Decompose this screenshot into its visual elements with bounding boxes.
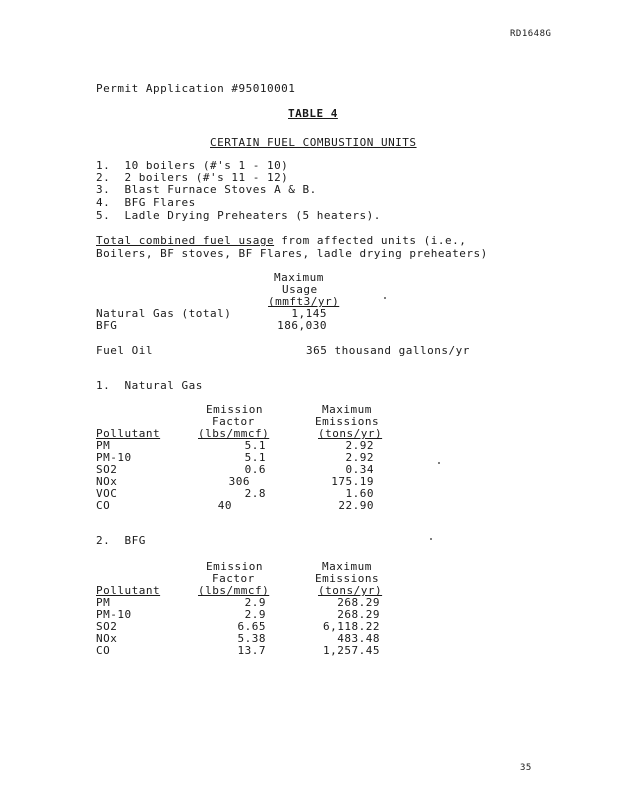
table-row-factor: 2.9 bbox=[244, 596, 266, 609]
usage-intro-line1 bbox=[96, 235, 466, 247]
section2-max-header: Emissions bbox=[315, 572, 380, 585]
section2-heading: 2. BFG bbox=[96, 534, 146, 547]
units-list-item: 5. Ladle Drying Preheaters (5 heaters). bbox=[96, 209, 381, 222]
section2-max-header: (tons/yr) bbox=[318, 584, 383, 597]
fuel-oil-label: Fuel Oil bbox=[96, 344, 153, 357]
table-row-emissions: 483.48 bbox=[337, 632, 380, 645]
units-list-item: 2. 2 boilers (#'s 11 - 12) bbox=[96, 171, 289, 184]
table-row-pollutant: CO bbox=[96, 644, 111, 657]
section1-ef-header: Emission bbox=[206, 403, 263, 416]
table-row-emissions: 6,118.22 bbox=[323, 620, 380, 633]
usage-header-usage: Usage bbox=[282, 283, 318, 296]
table-row-pollutant: PM bbox=[96, 439, 111, 452]
section2-ef-header: Emission bbox=[206, 560, 263, 573]
section1-heading: 1. Natural Gas bbox=[96, 379, 203, 392]
table-row-pollutant: NOx bbox=[96, 632, 118, 645]
units-list-item: 4. BFG Flares bbox=[96, 196, 196, 209]
section1-pollutant-header: Pollutant bbox=[96, 427, 161, 440]
section1-max-header: (tons/yr) bbox=[318, 427, 383, 440]
scan-speck bbox=[384, 297, 386, 299]
usage-header-maximum: Maximum bbox=[274, 271, 324, 284]
permit-heading: Permit Application #95010001 bbox=[96, 82, 296, 95]
section1-max-header: Maximum bbox=[322, 403, 372, 416]
table-row-emissions: 2.92 bbox=[345, 439, 374, 452]
fuel-oil-value: 365 thousand gallons/yr bbox=[306, 344, 470, 357]
table-row-factor: 40 bbox=[217, 499, 232, 512]
table-row-emissions: 2.92 bbox=[345, 451, 374, 464]
section2-ef-header: Factor bbox=[212, 572, 255, 585]
page-number: 35 bbox=[520, 763, 532, 773]
table-row-emissions: 1.60 bbox=[345, 487, 374, 500]
section2-max-header: Maximum bbox=[322, 560, 372, 573]
usage-header-units: (mmft3/yr) bbox=[268, 295, 340, 308]
table-row-factor: 2.8 bbox=[244, 487, 266, 500]
usage-intro-line2: Boilers, BF stoves, BF Flares, ladle drying preheaters) bbox=[96, 247, 488, 260]
units-list-item: 1. 10 boilers (#'s 1 - 10) bbox=[96, 159, 289, 172]
scan-speck bbox=[438, 462, 440, 464]
usage-row-value: 186,030 bbox=[277, 319, 327, 332]
document-id: RD1648G bbox=[510, 29, 552, 39]
table-row-pollutant: PM-10 bbox=[96, 451, 132, 464]
table-row-pollutant: PM bbox=[96, 596, 111, 609]
section1-max-header: Emissions bbox=[315, 415, 380, 428]
table-row-factor: 13.7 bbox=[237, 644, 266, 657]
table-row-emissions: 175.19 bbox=[331, 475, 374, 488]
table-row-factor: 5.38 bbox=[237, 632, 266, 645]
table-row-pollutant: SO2 bbox=[96, 463, 118, 476]
usage-row-fuel: BFG bbox=[96, 319, 118, 332]
table-row-pollutant: CO bbox=[96, 499, 111, 512]
table-row-pollutant: VOC bbox=[96, 487, 118, 500]
table-row-pollutant: PM-10 bbox=[96, 608, 132, 621]
table-row-factor: 6.65 bbox=[237, 620, 266, 633]
units-list-item: 3. Blast Furnace Stoves A & B. bbox=[96, 183, 317, 196]
table-subtitle: CERTAIN FUEL COMBUSTION UNITS bbox=[210, 136, 417, 149]
table-row-emissions: 268.29 bbox=[337, 608, 380, 621]
usage-intro-underlined: Total combined fuel usage bbox=[96, 234, 275, 247]
usage-row-value: 1,145 bbox=[291, 307, 327, 320]
table-row-factor: 5.1 bbox=[244, 439, 266, 452]
section1-ef-header: Factor bbox=[212, 415, 255, 428]
table-row-emissions: 0.34 bbox=[345, 463, 374, 476]
section1-ef-header: (lbs/mmcf) bbox=[198, 427, 270, 440]
section2-ef-header: (lbs/mmcf) bbox=[198, 584, 270, 597]
table-title: TABLE 4 bbox=[288, 107, 338, 120]
usage-row-fuel: Natural Gas (total) bbox=[96, 307, 232, 320]
section2-pollutant-header: Pollutant bbox=[96, 584, 161, 597]
table-row-emissions: 22.90 bbox=[338, 499, 374, 512]
scan-speck bbox=[430, 538, 432, 540]
table-row-factor: 306 bbox=[228, 475, 250, 488]
table-row-emissions: 268.29 bbox=[337, 596, 380, 609]
table-row-emissions: 1,257.45 bbox=[323, 644, 380, 657]
table-row-factor: 5.1 bbox=[244, 451, 266, 464]
table-row-factor: 2.9 bbox=[244, 608, 266, 621]
table-row-pollutant: NOx bbox=[96, 475, 118, 488]
usage-intro-rest: from affected units (i.e., bbox=[274, 234, 467, 247]
table-row-pollutant: SO2 bbox=[96, 620, 118, 633]
table-row-factor: 0.6 bbox=[244, 463, 266, 476]
